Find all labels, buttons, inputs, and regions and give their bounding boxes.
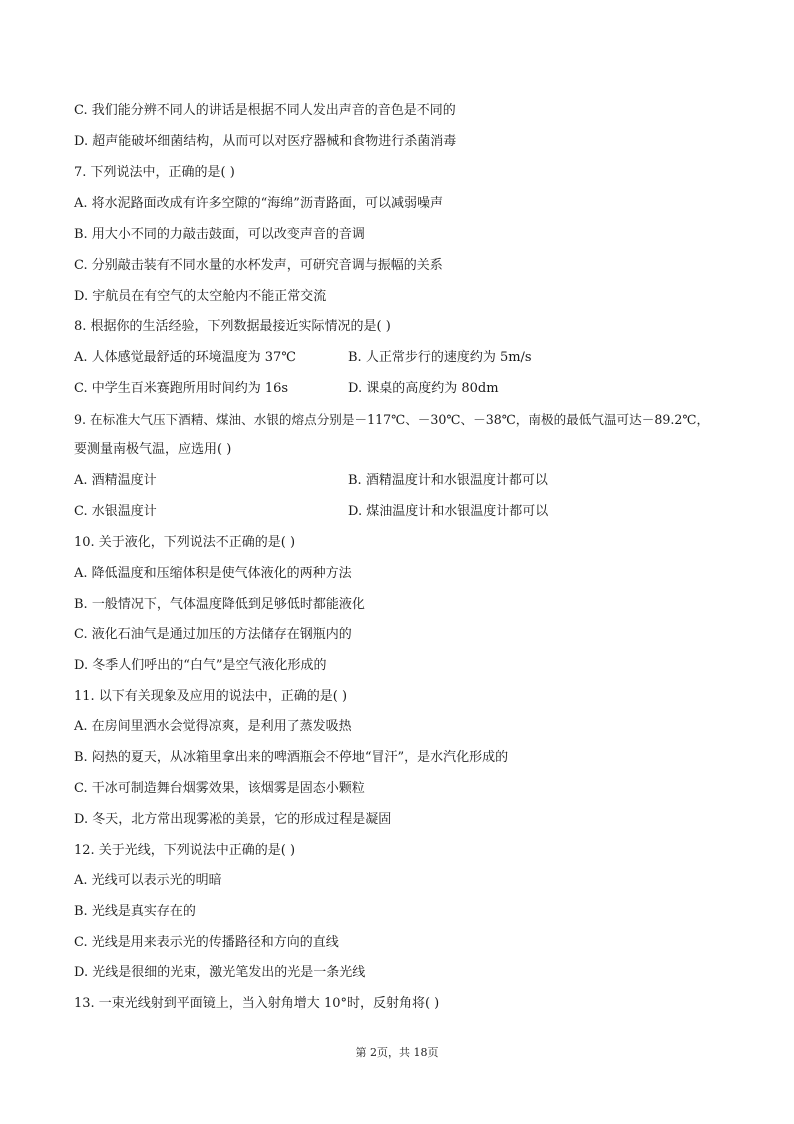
question-10-option-a: A. 降低温度和压缩体积是使气体液化的两种方法 [74,566,352,581]
question-11-option-b: B. 闷热的夏天，从冰箱里拿出来的啤酒瓶会不停地“冒汗”，是水汽化形成的 [74,750,509,765]
question-7-option-b: B. 用大小不同的力敲击鼓面，可以改变声音的音调 [74,227,365,242]
question-9-option-d: D. 煤油温度计和水银温度计都可以 [348,504,549,519]
page-footer: 第 2页，共 18页 [355,1046,439,1059]
question-7-stem: 7. 下列说法中，正确的是( ) [74,165,235,180]
question-11-option-c: C. 干冰可制造舞台烟雾效果，该烟雾是固态小颗粒 [74,781,365,796]
question-11-option-a: A. 在房间里洒水会觉得凉爽，是利用了蒸发吸热 [74,719,352,734]
question-13-stem: 13. 一束光线射到平面镜上，当入射角增大 10°时，反射角将( ) [74,996,440,1011]
question-9-option-b: B. 酒精温度计和水银温度计都可以 [348,473,548,488]
question-12-option-d: D. 光线是很细的光束，激光笔发出的光是一条光线 [74,965,366,980]
question-10-option-d: D. 冬季人们呼出的“白气”是空气液化形成的 [74,658,327,673]
question-11-option-d: D. 冬天，北方常出现雾凇的美景，它的形成过程是凝固 [74,812,392,827]
question-6-option-d: D. 超声能破坏细菌结构，从而可以对医疗器械和食物进行杀菌消毒 [74,134,457,149]
question-10-stem: 10. 关于液化，下列说法不正确的是( ) [74,535,296,550]
question-12-option-a: A. 光线可以表示光的明暗 [74,873,222,888]
question-10-option-c: C. 液化石油气是通过加压的方法储存在钢瓶内的 [74,627,352,642]
question-8-option-b: B. 人正常步行的速度约为 5m/s [348,350,532,365]
question-7-option-d: D. 宇航员在有空气的太空舱内不能正常交流 [74,289,327,304]
question-8-option-d: D. 课桌的高度约为 80dm [348,381,499,396]
question-12-option-b: B. 光线是真实存在的 [74,904,196,919]
question-11-stem: 11. 以下有关现象及应用的说法中，正确的是( ) [74,689,348,704]
question-8-stem: 8. 根据你的生活经验，下列数据最接近实际情况的是( ) [74,319,391,334]
question-7-option-a: A. 将水泥路面改成有许多空隙的“海绵”沥青路面，可以减弱噪声 [74,196,443,211]
question-12-stem: 12. 关于光线，下列说法中正确的是( ) [74,843,296,858]
question-8-option-c: C. 中学生百米赛跑所用时间约为 16s [74,381,289,396]
question-8-option-a: A. 人体感觉最舒适的环境温度为 37℃ [74,350,296,365]
question-9-option-a: A. 酒精温度计 [74,473,157,488]
question-9-stem-line-1: 9. 在标准大气压下酒精、煤油、水银的熔点分别是－117℃、－30℃、－38℃，南极的最低气温可达－89.2℃， [74,412,710,427]
question-10-option-b: B. 一般情况下，气体温度降低到足够低时都能液化 [74,597,365,612]
question-6-option-c: C. 我们能分辨不同人的讲话是根据不同人发出声音的音色是不同的 [74,103,456,118]
question-9-stem-line-2: 要测量南极气温，应选用( ) [74,442,232,457]
question-12-option-c: C. 光线是用来表示光的传播路径和方向的直线 [74,935,339,950]
question-9-option-c: C. 水银温度计 [74,504,157,519]
question-7-option-c: C. 分别敲击装有不同水量的水杯发声，可研究音调与振幅的关系 [74,258,443,273]
